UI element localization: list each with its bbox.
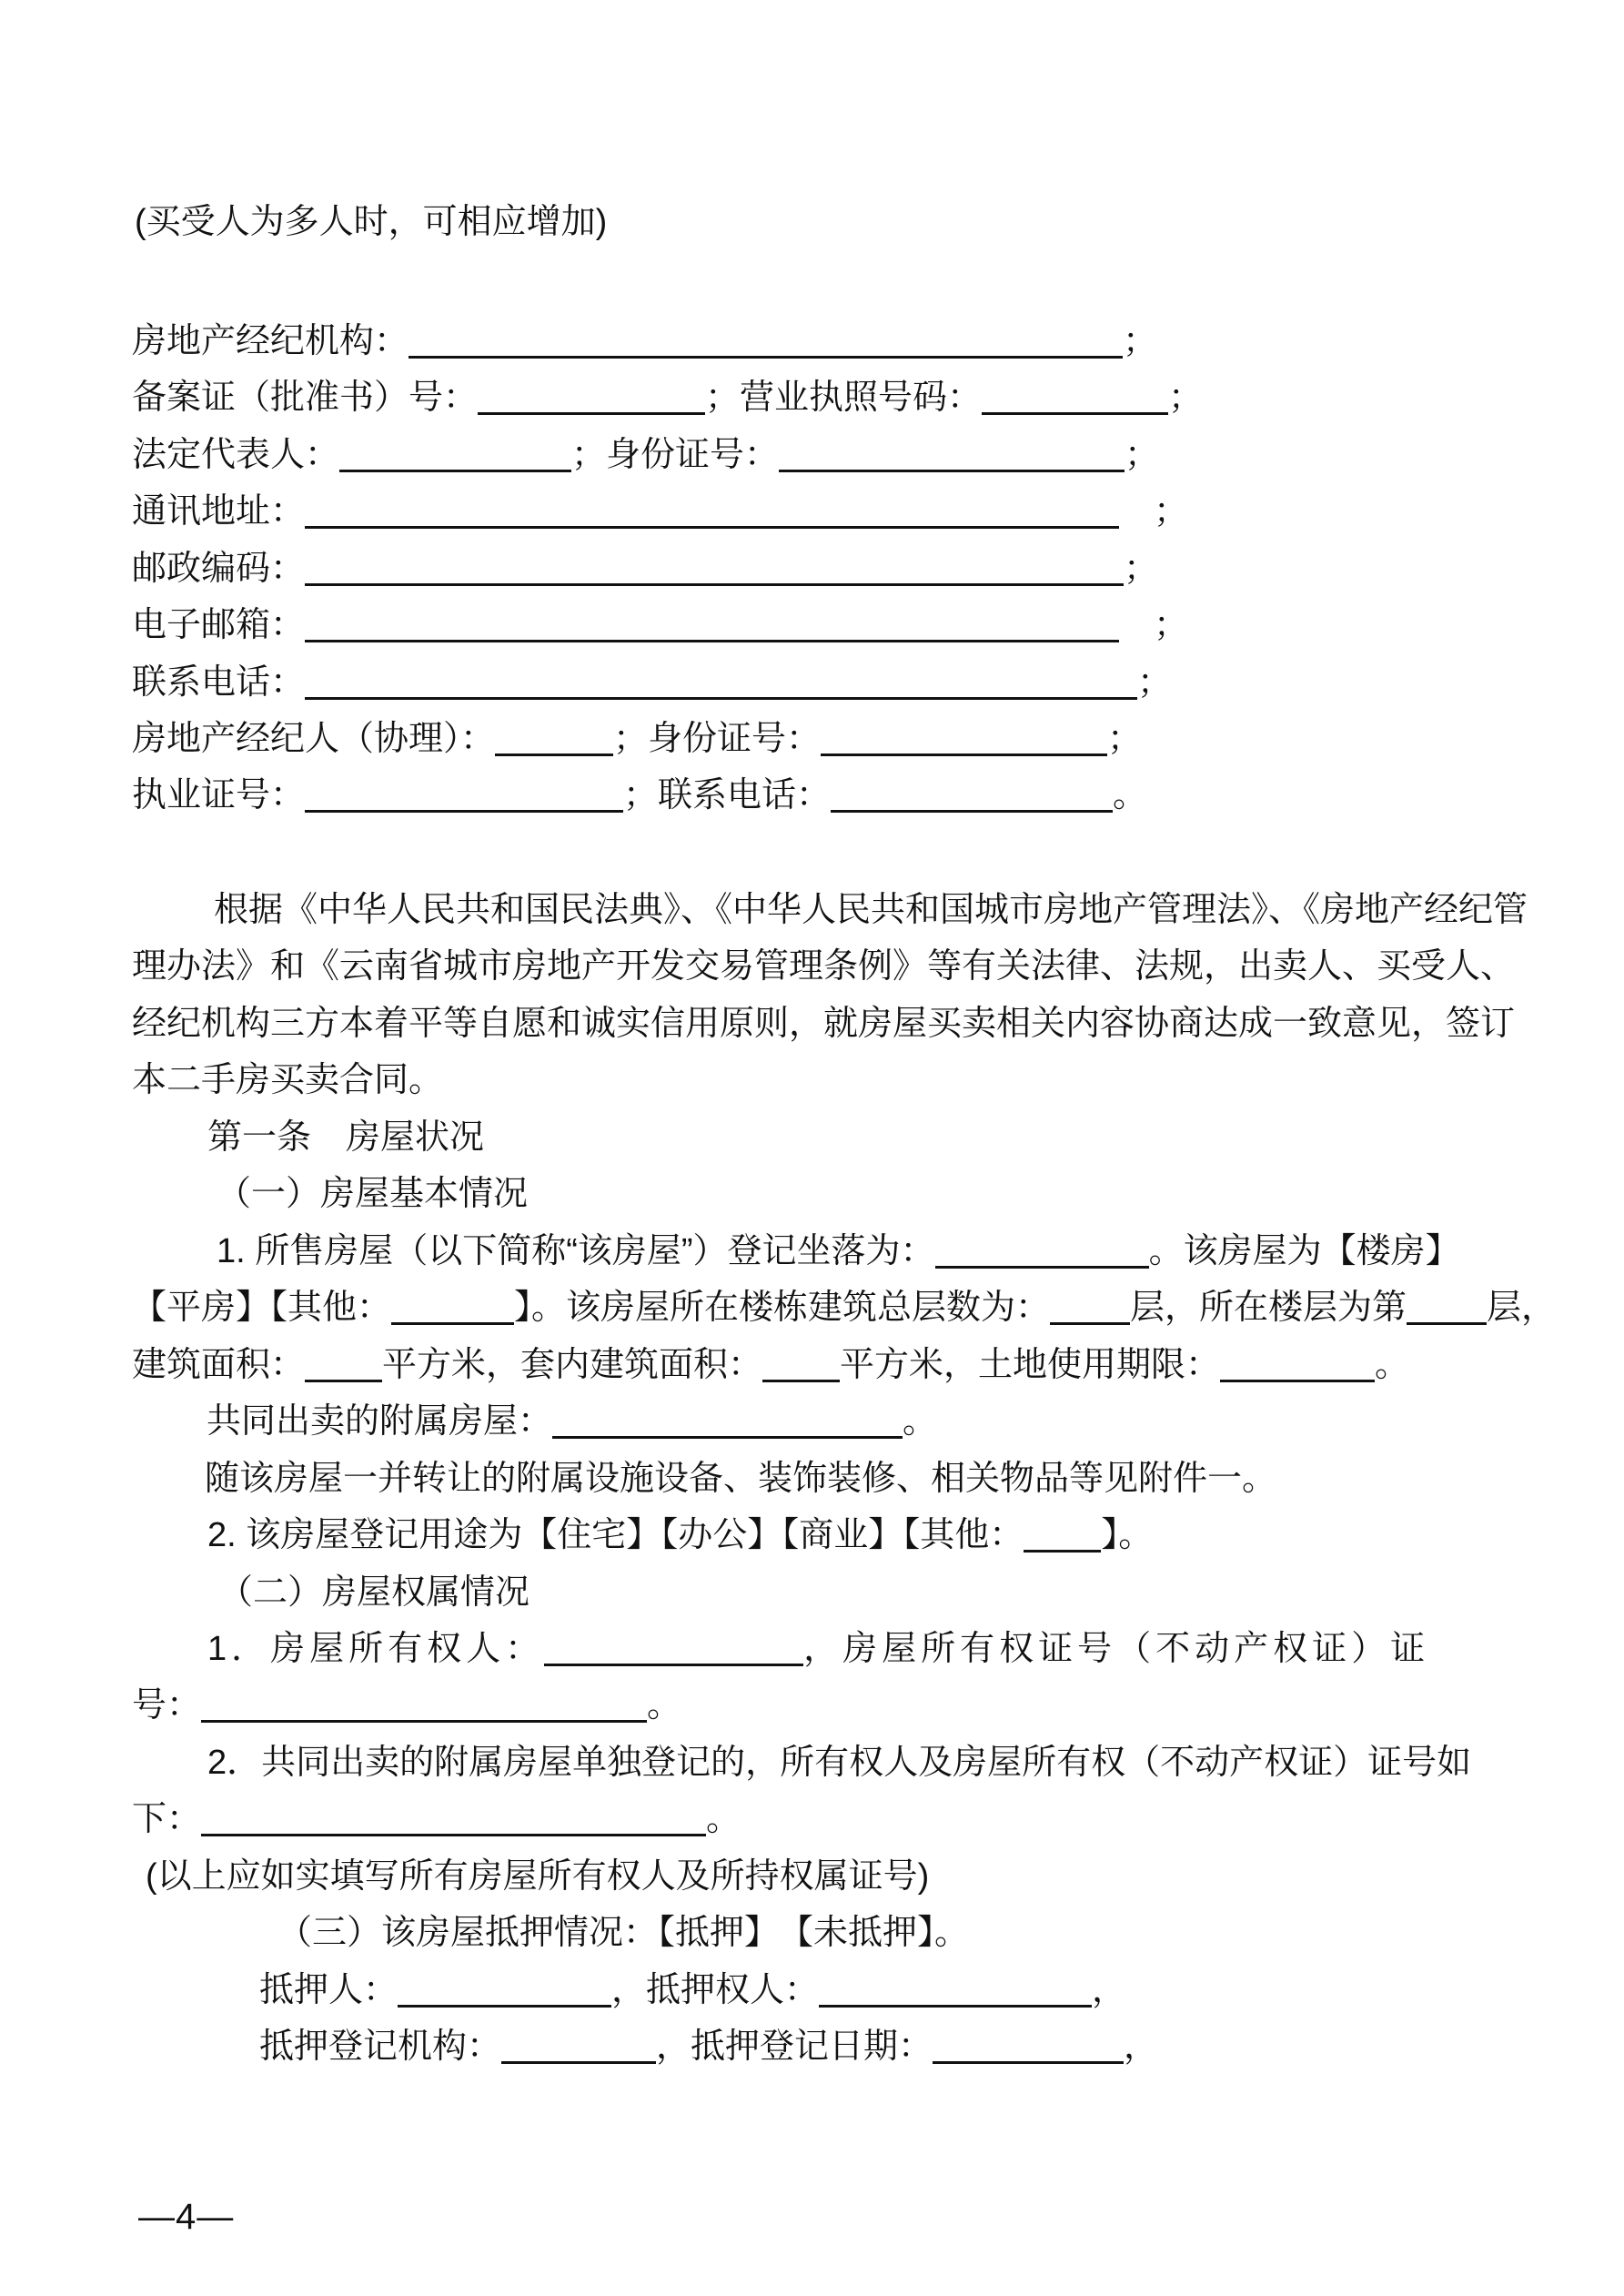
- address-row: [132, 490, 1188, 533]
- section-2-heading: [218, 1571, 530, 1614]
- text-segment: ；: [1137, 663, 1173, 702]
- text-segment: ，抵押权人：: [611, 1971, 820, 2009]
- fill-in-blank: [1407, 1286, 1487, 1325]
- license-no-row: [132, 774, 1147, 817]
- text-segment: 】。: [1101, 1516, 1154, 1554]
- text-segment: ，抵押登记日期：: [656, 2028, 933, 2066]
- text-segment: 共同出卖的附属房屋：: [207, 1402, 553, 1441]
- text-segment: 本二手房买卖合同。: [132, 1061, 444, 1099]
- email-row: [132, 603, 1188, 647]
- postcode-row: [132, 547, 1158, 591]
- text-segment: (以上应如实填写所有房屋所有权人及所持权属证号): [146, 1857, 930, 1896]
- text-segment: 理办法》和《云南省城市房地产开发交易管理条例》等有关法律、法规，出卖人、买受人、: [132, 947, 1516, 986]
- fill-in-blank: [779, 433, 1125, 472]
- house-basic-line-3: [132, 1343, 1409, 1387]
- text-segment: 1. 所售房屋（以下简称“该房屋”）登记坐落为：: [217, 1232, 935, 1270]
- text-segment: 经纪机构三方本着平等自愿和诚实信用原则，就房屋买卖相关内容协商达成一致意见，签订: [132, 1005, 1516, 1043]
- section-1-heading: [217, 1172, 528, 1216]
- text-segment: 抵押人：: [259, 1971, 398, 2009]
- text-segment: （三）该房屋抵押情况：【抵押】 【未抵押】。: [277, 1914, 970, 1952]
- text-segment: ，: [1124, 2028, 1159, 2066]
- registered-use-row: [207, 1513, 1153, 1557]
- text-segment: 备案证（批准书）号：: [132, 379, 479, 417]
- text-segment: 执业证号：: [132, 776, 306, 814]
- text-segment: 通讯地址：: [132, 492, 306, 531]
- fill-in-blank: [544, 1627, 803, 1666]
- text-segment: 房地产经纪机构：: [132, 322, 409, 360]
- mortgagor-row: [259, 1968, 1126, 2012]
- mortgage-status-row: [277, 1911, 969, 1955]
- text-segment: 号：: [132, 1686, 202, 1725]
- text-segment: ；: [1119, 606, 1189, 644]
- fill-in-blank: [495, 717, 613, 756]
- text-segment: ；身份证号：: [613, 720, 822, 758]
- house-basic-line-2: [132, 1286, 1556, 1330]
- text-segment: （二）房屋权属情况: [218, 1573, 530, 1612]
- fill-in-blank: [501, 2025, 656, 2064]
- owner-cert-row: [132, 1684, 681, 1727]
- text-segment: 。该房屋为【楼房】: [1148, 1232, 1460, 1270]
- fill-in-blank: [391, 1286, 514, 1325]
- text-segment: 下：: [132, 1800, 202, 1838]
- attached-ownership-line: [207, 1741, 1471, 1785]
- fill-in-blank: [831, 774, 1113, 813]
- fill-in-blank: [305, 1343, 382, 1382]
- text-segment: 根据《中华人民共和国民法典》、《中华人民共和国城市房地产管理法》、《房地产经纪管: [214, 891, 1528, 929]
- fill-note-line: [146, 1855, 929, 1898]
- text-segment: 】。该房屋所在楼栋建筑总层数为：: [514, 1289, 1051, 1327]
- broker-agent-row: [132, 717, 1142, 761]
- preamble-line-3: [132, 1002, 1515, 1046]
- fill-in-blank: [1024, 1513, 1101, 1553]
- text-segment: 。: [1375, 1346, 1410, 1384]
- broker-agency-row: [132, 319, 1157, 363]
- phone-row: [132, 661, 1172, 704]
- transfer-note-line: [205, 1457, 1276, 1501]
- text-segment: 2．共同出卖的附属房屋单独登记的，所有权人及房屋所有权（不动产权证）证号如: [207, 1744, 1472, 1782]
- fill-in-blank: [305, 774, 623, 813]
- text-segment: 房地产经纪人（协理）：: [132, 720, 496, 758]
- record-cert-row: [132, 376, 1203, 420]
- text-segment: （一）房屋基本情况: [217, 1175, 529, 1213]
- owner-row: [207, 1627, 1429, 1671]
- text-segment: 1．房屋所有权人：: [207, 1630, 545, 1668]
- text-segment: ；: [1119, 492, 1189, 531]
- fill-in-blank: [1050, 1286, 1130, 1325]
- text-segment: 邮政编码：: [132, 550, 306, 588]
- text-segment: 抵押登记机构：: [259, 2028, 502, 2066]
- fill-in-blank: [933, 2025, 1124, 2064]
- attached-house-row: [207, 1400, 937, 1443]
- text-segment: ；联系电话：: [623, 776, 832, 814]
- fill-in-blank: [201, 1684, 647, 1723]
- article-1-heading: [207, 1116, 484, 1159]
- fill-in-blank: [201, 1797, 706, 1836]
- text-segment: ，: [1092, 1971, 1127, 2009]
- fill-in-blank: [409, 319, 1123, 359]
- fill-in-blank: [821, 717, 1107, 756]
- fill-in-blank: [305, 547, 1124, 586]
- page-number: —4—: [138, 2197, 235, 2237]
- text-segment: 。: [706, 1800, 741, 1838]
- fill-in-blank: [982, 376, 1168, 415]
- fill-in-blank: [305, 603, 1119, 642]
- text-segment: 平方米，套内建筑面积：: [382, 1346, 763, 1384]
- attached-ownership-cert-row: [132, 1797, 741, 1841]
- text-segment: ；: [1125, 436, 1160, 474]
- text-segment: ，房屋所有权证号（不动产权证）证: [803, 1630, 1430, 1668]
- legal-rep-row: [132, 433, 1159, 477]
- text-segment: ；: [1123, 322, 1158, 360]
- text-segment: 【平房】【其他：: [132, 1289, 392, 1327]
- fill-in-blank: [935, 1229, 1149, 1269]
- text-segment: 联系电话：: [132, 663, 306, 702]
- preamble-line-4: [132, 1058, 443, 1102]
- text-segment: 层，所在楼层为第: [1130, 1289, 1407, 1327]
- text-segment: ；: [1124, 550, 1159, 588]
- mortgage-reg-row: [259, 2025, 1158, 2068]
- house-basic-line-1: [217, 1229, 1460, 1273]
- fill-in-blank: [305, 490, 1119, 529]
- text-segment: 。: [647, 1686, 682, 1725]
- text-segment: 2. 该房屋登记用途为【住宅】【办公】【商业】【其他：: [207, 1516, 1024, 1554]
- preamble-line-2: [132, 945, 1515, 988]
- fill-in-blank: [305, 661, 1137, 700]
- fill-in-blank: [762, 1343, 840, 1382]
- text-segment: ；营业执照号码：: [705, 379, 983, 417]
- fill-in-blank: [339, 433, 571, 472]
- note-buyers-line: [135, 200, 607, 244]
- fill-in-blank: [478, 376, 705, 415]
- text-segment: 随该房屋一并转让的附属设施设备、装饰装修、相关物品等见附件一。: [205, 1460, 1277, 1498]
- text-segment: 。: [1113, 776, 1148, 814]
- preamble-line-1: [214, 888, 1528, 932]
- text-segment: ；: [1168, 379, 1204, 417]
- fill-in-blank: [819, 1968, 1092, 2008]
- text-segment: 层，: [1487, 1289, 1557, 1327]
- fill-in-blank: [552, 1400, 903, 1439]
- text-segment: 。: [903, 1402, 938, 1441]
- text-segment: 法定代表人：: [132, 436, 340, 474]
- text-segment: 第一条 房屋状况: [207, 1118, 485, 1157]
- text-segment: 平方米，土地使用期限：: [840, 1346, 1221, 1384]
- text-segment: ；身份证号：: [571, 436, 780, 474]
- text-segment: 建筑面积：: [132, 1346, 306, 1384]
- fill-in-blank: [398, 1968, 611, 2008]
- text-segment: 电子邮箱：: [132, 606, 306, 644]
- text-segment: (买受人为多人时，可相应增加): [135, 203, 608, 241]
- text-segment: ；: [1107, 720, 1143, 758]
- fill-in-blank: [1220, 1343, 1375, 1382]
